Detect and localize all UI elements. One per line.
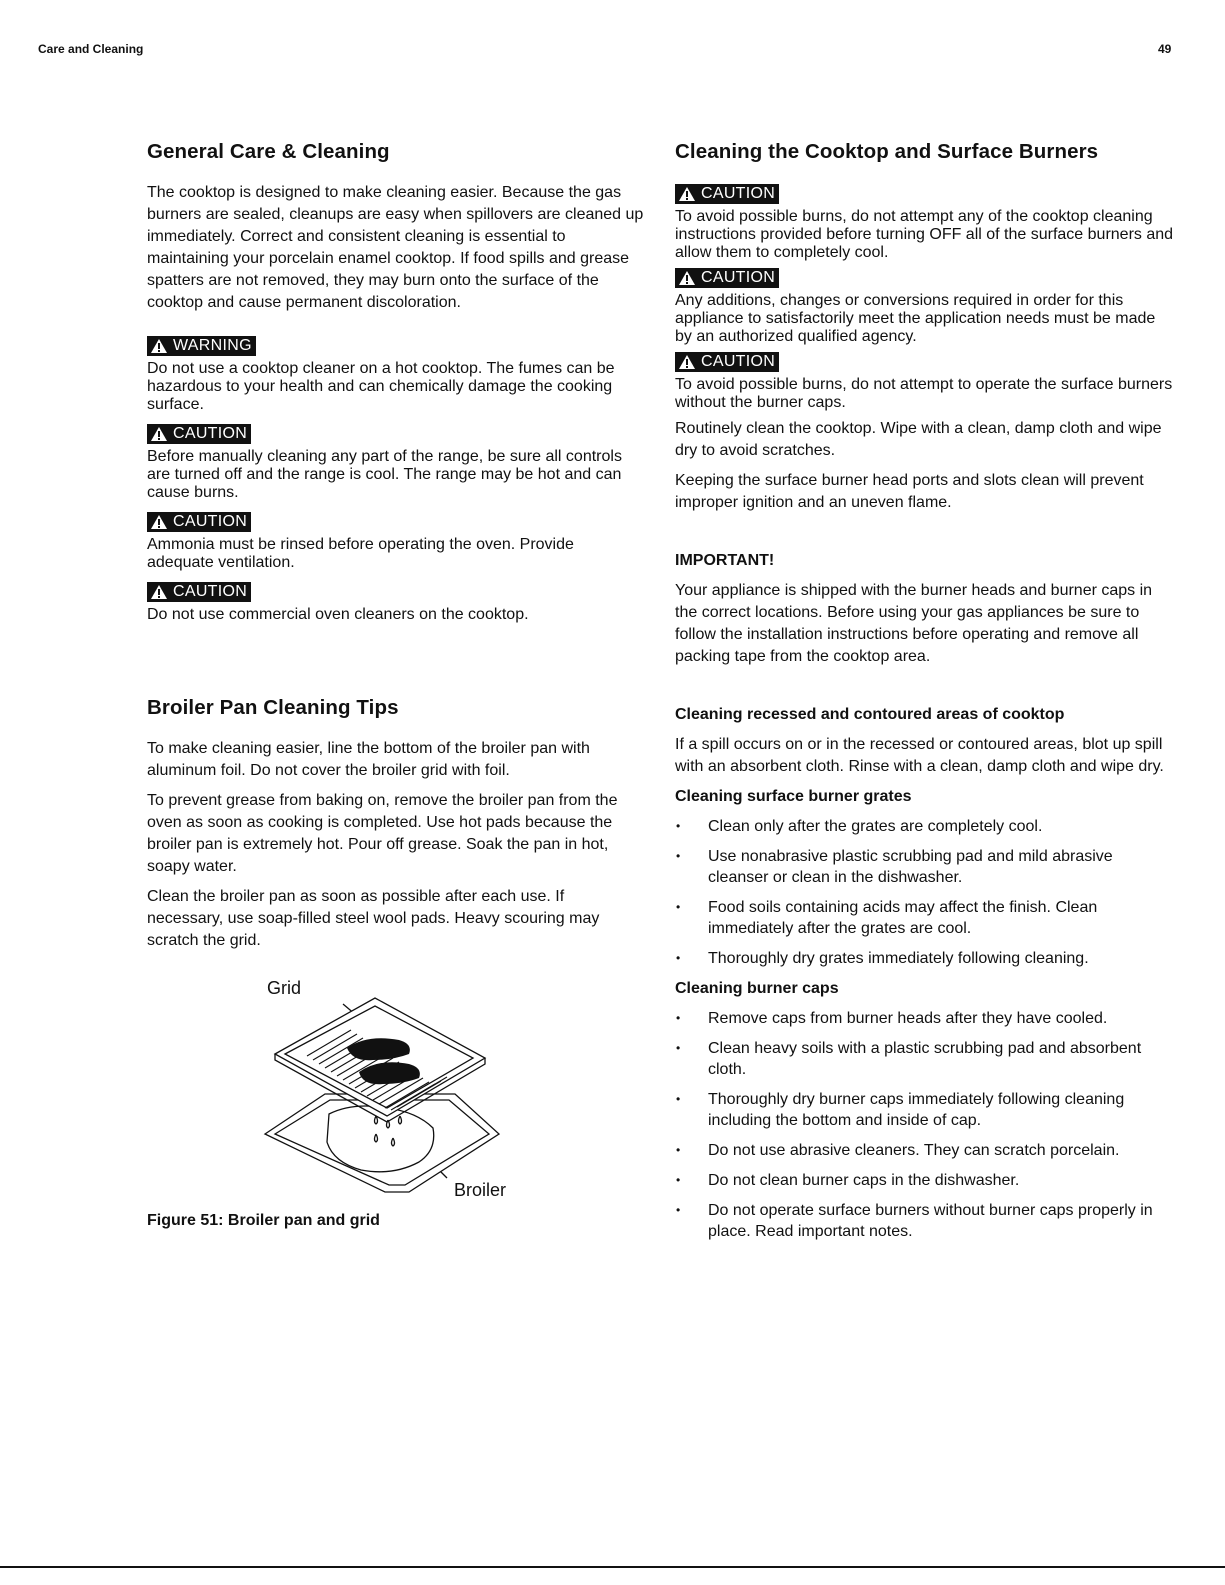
list-item: • Do not operate surface burners without burner caps properly in place. Read important notes.: [675, 1200, 1175, 1242]
right-column: [675, 140, 1175, 1251]
warning-triangle-icon: [150, 514, 168, 530]
broiler-pan-figure: [147, 966, 644, 1206]
caution-badge: [675, 268, 779, 288]
warning-triangle-icon: [150, 584, 168, 600]
cooktop-cleaning-title: Cleaning the Cooktop and Surface Burners: [675, 140, 1099, 163]
notice-text: Any additions, changes or conversions required in order for this appliance to satisfactorily meet the application needs must be made by an authorized qualified agency.: [675, 292, 1156, 345]
caution-badge: [147, 582, 251, 602]
list-item: • Use nonabrasive plastic scrubbing pad and mild abrasive cleanser or clean in the dishwasher.: [675, 846, 1175, 888]
notice-label: CAUTION: [173, 425, 248, 442]
warning-triangle-icon: [678, 354, 696, 370]
notice-text: Ammonia must be rinsed before operating the oven. Provide adequate ventilation.: [147, 536, 574, 571]
notice-label: CAUTION: [173, 513, 248, 530]
list-item: • Do not use abrasive cleaners. They can scratch porcelain.: [675, 1140, 1175, 1161]
notice-label: WARNING: [173, 337, 252, 354]
notice-label: CAUTION: [701, 269, 776, 286]
running-header-section: Care and Cleaning: [38, 42, 144, 56]
important-heading: IMPORTANT!: [675, 552, 775, 569]
notice-text: Before manually cleaning any part of the range, be sure all controls are turned off and the range is cool. The range may be hot and can cause burns.: [147, 448, 622, 501]
caps-heading: Cleaning burner caps: [675, 980, 839, 997]
recessed-heading: Cleaning recessed and contoured areas of cooktop: [675, 706, 1065, 723]
caution-badge: [675, 352, 779, 372]
broiler-pan-title: Broiler Pan Cleaning Tips: [147, 696, 399, 719]
caution-badge: [147, 512, 251, 532]
broiler-paragraph: To make cleaning easier, line the bottom of the broiler pan with aluminum foil. Do not cover the broiler grid with foil.: [147, 740, 590, 779]
notice-label: CAUTION: [173, 583, 248, 600]
list-item: • Clean heavy soils with a plastic scrubbing pad and absorbent cloth.: [675, 1038, 1175, 1080]
grid-label: Grid: [267, 978, 302, 998]
list-item: • Remove caps from burner heads after they have cooled.: [675, 1008, 1175, 1029]
caution-notice: [147, 424, 644, 502]
list-item: • Food soils containing acids may affect the finish. Clean immediately after the grates are cool.: [675, 897, 1175, 939]
warning-triangle-icon: [678, 270, 696, 286]
general-care-intro: The cooktop is designed to make cleaning easier. Because the gas burners are sealed, cleanups are easy when spillovers are cleaned up immediately. Correct and consistent cleaning is essential to maintaining your porcelain enamel cooktop. If food spills and grease spatters are not removed, they may burn onto the surface of the cooktop and cause permanent discoloration.: [147, 184, 644, 311]
warning-triangle-icon: [150, 426, 168, 442]
broiler-paragraph: To prevent grease from baking on, remove the broiler pan from the oven as soon as cooking is completed. Use hot pads because the broiler pan is extremely hot. Pour off grease. Soak the pan in hot, soapy water.: [147, 792, 618, 875]
caps-list: [675, 1008, 1175, 1242]
caution-notice: [675, 352, 1175, 412]
broiler-paragraph: Clean the broiler pan as soon as possible after each use. If necessary, use soap-filled steel wool pads. Heavy scouring may scratch the grid.: [147, 888, 600, 949]
caution-badge: [147, 424, 251, 444]
cooktop-paragraph: Keeping the surface burner head ports and slots clean will prevent improper ignition and an uneven flame.: [675, 472, 1144, 511]
caution-notice: [675, 268, 1175, 346]
warning-triangle-icon: [150, 338, 168, 354]
page-number: 49: [1158, 42, 1172, 56]
left-column: [147, 140, 644, 1230]
figure-caption: Figure 51: Broiler pan and grid: [147, 1212, 380, 1229]
notice-label: CAUTION: [701, 185, 776, 202]
page-bottom-rule: [0, 1566, 1225, 1568]
warning-badge: [147, 336, 256, 356]
caution-notice: [147, 582, 644, 624]
cooktop-paragraph: Routinely clean the cooktop. Wipe with a clean, damp cloth and wipe dry to avoid scratches.: [675, 420, 1162, 459]
notice-text: To avoid possible burns, do not attempt to operate the surface burners without the burner caps.: [675, 376, 1173, 411]
notice-text: Do not use commercial oven cleaners on the cooktop.: [147, 606, 529, 623]
broiler-label: Broiler: [454, 1180, 507, 1200]
recessed-text: If a spill occurs on or in the recessed or contoured areas, blot up spill with an absorbent cloth. Rinse with a clean, damp cloth and wipe dry.: [675, 736, 1164, 775]
list-item: • Thoroughly dry burner caps immediately following cleaning including the bottom and inside of cap.: [675, 1089, 1175, 1131]
important-text: Your appliance is shipped with the burner heads and burner caps in the correct locations. Before using your gas appliances be sure to follow the installation instructions before operating and remove all packing tape from the cooktop area.: [675, 582, 1153, 665]
caution-notice: [147, 512, 644, 572]
broiler-pan-illustration: [147, 966, 644, 1206]
list-item: • Thoroughly dry grates immediately following cleaning.: [675, 948, 1175, 969]
grates-list: [675, 816, 1175, 969]
notice-text: To avoid possible burns, do not attempt any of the cooktop cleaning instructions provided before turning OFF all of the surface burners and allow them to completely cool.: [675, 208, 1174, 261]
caution-notice: [675, 184, 1175, 262]
list-item: • Do not clean burner caps in the dishwasher.: [675, 1170, 1175, 1191]
notice-text: Do not use a cooktop cleaner on a hot cooktop. The fumes can be hazardous to your health and can chemically damage the cooking surface.: [147, 360, 615, 413]
warning-triangle-icon: [678, 186, 696, 202]
general-care-title: General Care & Cleaning: [147, 140, 390, 163]
grates-heading: Cleaning surface burner grates: [675, 788, 912, 805]
notice-label: CAUTION: [701, 353, 776, 370]
caution-badge: [675, 184, 779, 204]
list-item: • Clean only after the grates are completely cool.: [675, 816, 1175, 837]
warning-notice: [147, 336, 644, 414]
